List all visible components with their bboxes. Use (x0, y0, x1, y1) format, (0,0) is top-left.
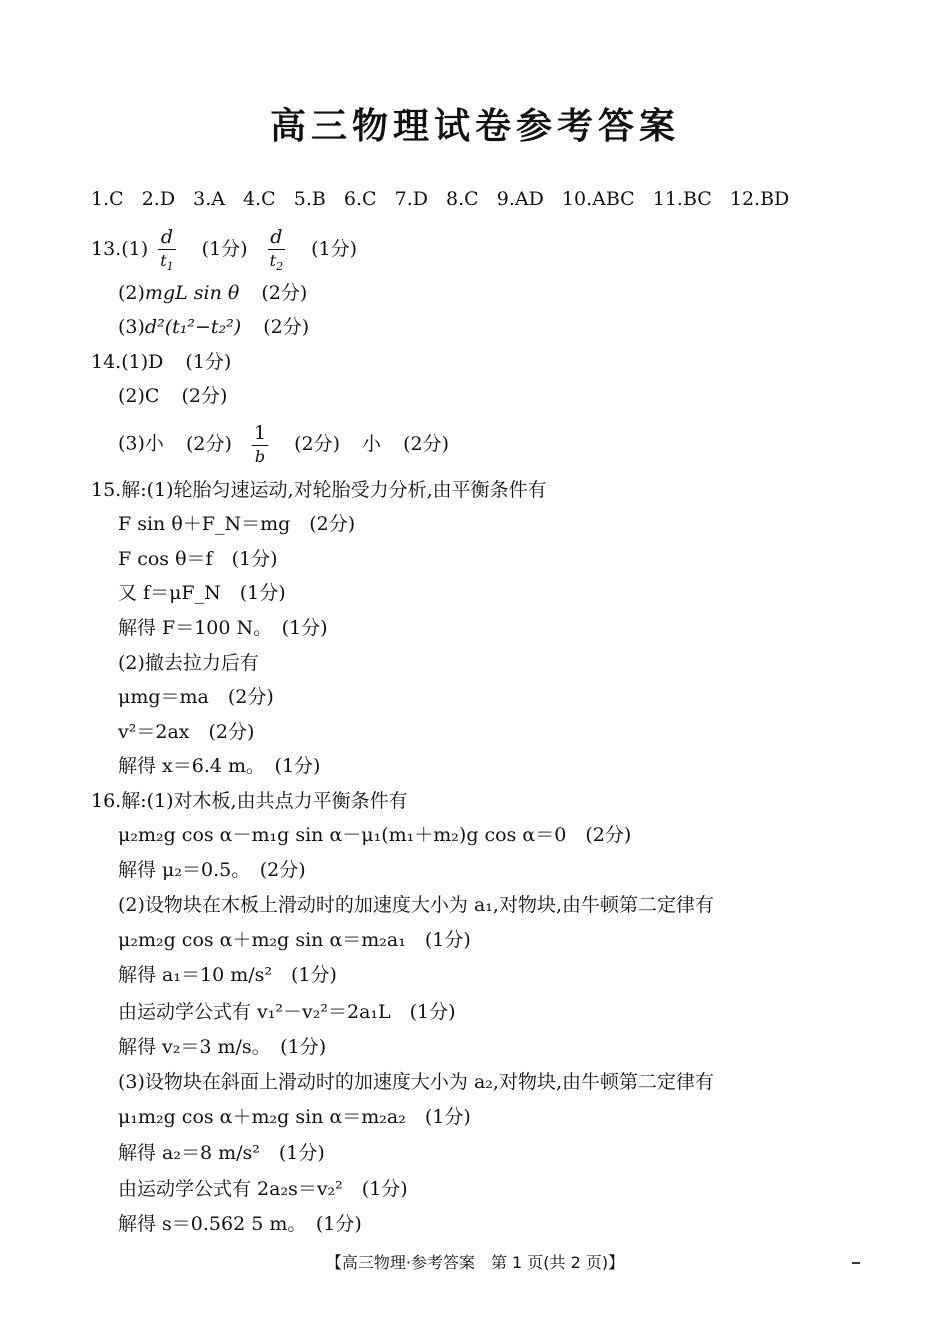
fraction-numerator: 1 (253, 422, 267, 444)
q14-part2 (118, 383, 227, 409)
mc-answer: 8.C (446, 188, 479, 210)
answer: 小 (362, 432, 382, 455)
q13-part1 (91, 228, 357, 272)
q13-part3 (118, 314, 309, 340)
q15-line: (2)撤去拉力后有 (118, 652, 259, 674)
points: (2分) (403, 432, 450, 455)
q15-line: 解得 x＝6.4 m。 (1分) (118, 755, 321, 777)
q13-number: 13. (91, 238, 122, 261)
multiple-choice-answers (91, 186, 801, 212)
q14-part3 (118, 424, 449, 465)
part-label: (2) (118, 282, 145, 304)
expression: d²(t₁²−t₂²) (144, 316, 242, 338)
fraction-denominator: b (252, 445, 268, 465)
q14-fraction (252, 424, 268, 465)
expression: mgL sin θ (144, 282, 240, 304)
q13-part1-label: (1) (121, 238, 149, 261)
points: (1分) (311, 238, 358, 261)
q16-line: (2)设物块在木板上滑动时的加速度大小为 a₁,对物块,由牛顿第二定律有 (118, 894, 714, 916)
q16-line: 解得 a₂＝8 m/s² (1分) (118, 1142, 325, 1164)
q16-line: 解得 s＝0.562 5 m。 (1分) (118, 1213, 362, 1235)
points: (2分) (185, 432, 232, 455)
mc-answer: 1.C (91, 188, 124, 210)
q16-line: 由运动学公式有 v₁²－v₂²＝2a₁L (1分) (118, 1001, 456, 1023)
q16-line: μ₂m₂g cos α－m₁g sin α－μ₁(m₁＋m₂)g cos α＝0 (2分) (118, 824, 632, 846)
mc-answer: 6.C (343, 188, 377, 210)
mc-answer: 4.C (243, 188, 276, 210)
fraction-numerator: d (160, 226, 173, 248)
answer: (1)D (121, 351, 164, 373)
q15-line: F sin θ＋F_N＝mg (2分) (118, 513, 356, 535)
q16-line: 解得 a₁＝10 m/s² (1分) (118, 964, 337, 986)
mc-answer: 5.B (293, 188, 326, 210)
q15-line: 15.解:(1)轮胎匀速运动,对轮胎受力分析,由平衡条件有 (91, 479, 547, 501)
fraction-denominator: $t_1$ (160, 251, 174, 274)
mc-answer: 9.AD (496, 188, 544, 210)
points: (2分) (181, 385, 228, 407)
mc-answer: 3.A (193, 188, 225, 210)
q15-line: v²＝2ax (2分) (118, 721, 255, 743)
mc-answer: 7.D (394, 188, 428, 210)
mc-answer: 11.BC (652, 188, 712, 210)
mc-answer: 2.D (141, 188, 176, 210)
q15-line: μmg＝ma (2分) (118, 686, 274, 708)
scan-mark (852, 1262, 860, 1264)
mc-answer: 10.ABC (561, 188, 635, 210)
answer: (3)小 (118, 432, 164, 455)
q16-line: μ₁m₂g cos α＋m₂g sin α＝m₂a₂ (1分) (118, 1106, 471, 1128)
q15-line: F cos θ＝f (1分) (118, 548, 278, 570)
part-label: (3) (118, 316, 145, 338)
answer: (2)C (118, 385, 160, 407)
q13-fraction-2 (268, 228, 285, 272)
fraction-numerator: d (270, 226, 283, 248)
mc-answer: 12.BD (729, 188, 790, 210)
q16-line: 解得 μ₂＝0.5。 (2分) (118, 859, 306, 881)
q16-line: μ₂m₂g cos α＋m₂g sin α＝m₂a₁ (1分) (118, 929, 471, 951)
page-title: 高三物理试卷参考答案 (269, 105, 680, 147)
q15-line: 解得 F＝100 N。 (1分) (118, 617, 328, 639)
points: (2分) (294, 432, 340, 455)
q14-number: 14. (91, 351, 122, 373)
q16-line: 由运动学公式有 2a₂s＝v₂² (1分) (118, 1178, 408, 1200)
points: (2分) (261, 282, 308, 304)
q14-part1 (91, 349, 231, 375)
q16-line: (3)设物块在斜面上滑动时的加速度大小为 a₂,对物块,由牛顿第二定律有 (118, 1071, 714, 1093)
q16-line: 解得 v₂＝3 m/s。 (1分) (118, 1036, 327, 1058)
q13-fraction-1 (158, 228, 175, 272)
q15-line: 又 f＝μF_N (1分) (118, 582, 286, 604)
points: (1分) (201, 238, 248, 261)
points: (2分) (263, 316, 310, 338)
q13-part2 (118, 280, 307, 306)
page-footer: 【高三物理·参考答案 第 1 页(共 2 页)】 (325, 1253, 625, 1272)
q16-line: 16.解:(1)对木板,由共点力平衡条件有 (91, 790, 408, 812)
points: (1分) (185, 351, 232, 373)
fraction-denominator: $t_2$ (269, 251, 284, 274)
